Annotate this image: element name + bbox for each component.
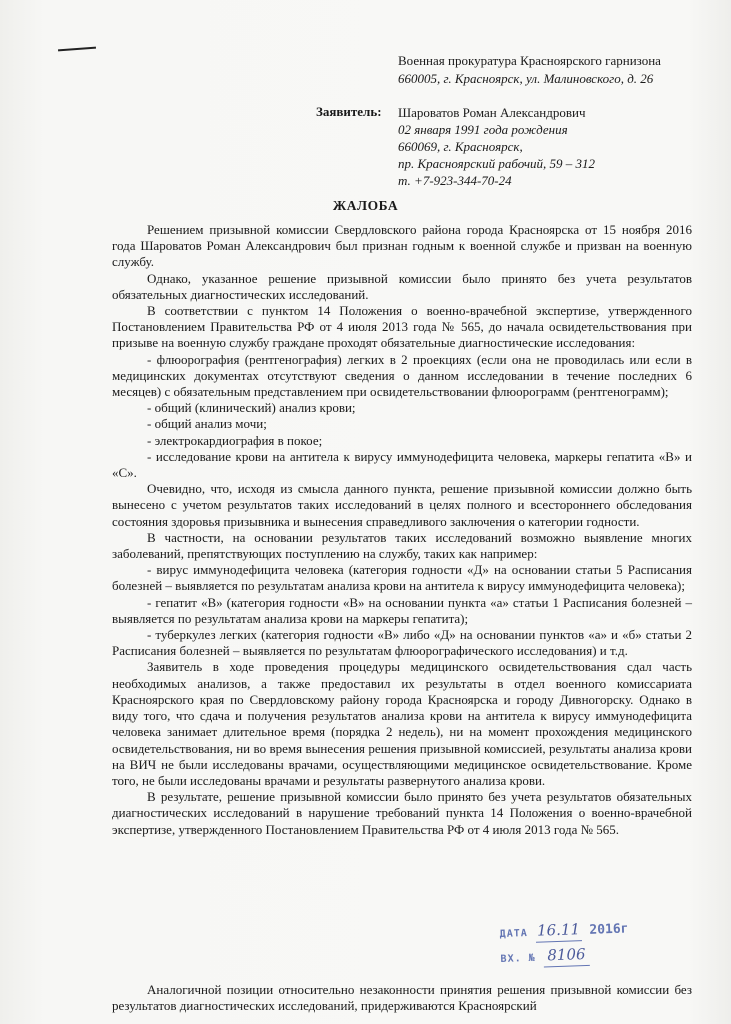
paragraph: В результате, решение призывной комиссии было принято без учета результатов обязательных диагностических исследований в нарушение требований пункта 14 Положения о военно-врачебной экспертизе, утвержденного Постановлением Правительства РФ от 4 июля 2013 года № 565. (112, 789, 692, 837)
registration-stamp (499, 915, 671, 967)
list-item: - гепатит «В» (категория годности «В» на основании пункта «а» статьи 1 Расписания болезней – выявляется по результатам анализа крови на маркеры гепатита); (112, 594, 692, 626)
paragraph: Аналогичной позиции относительно незаконности принятия решения призывной комиссии без результатов диагностических исследований, придерживаются Красноярский (112, 982, 692, 1014)
stamp-number-label: ВХ. № (500, 952, 536, 965)
list-item: - электрокардиография в покое; (147, 432, 323, 448)
list-item: - флюорография (рентгенография) легких в 2 проекциях (если она не проводилась или если в медицинских документах отсутствуют сведения о данном исследовании в течение последних 6 месяцев) с обязательным представлением при освидетельствовании флюорограмм (рентгенограмм); (112, 351, 692, 400)
applicant-name: Шароватов Роман Александрович (398, 105, 586, 120)
document-title: ЖАЛОБА (332, 198, 399, 213)
applicant-birth: 02 января 1991 года рождения (398, 122, 568, 137)
complaint-body-continued (112, 982, 692, 1014)
paragraph: В соответствии с пунктом 14 Положения о военно-врачебной экспертизе, утвержденного Постановлением Правительства РФ от 4 июля 2013 года № 565, до начала освидетельствования при призыве на военную службу граждане проходят обязательные диагностические исследования: (112, 303, 692, 351)
addressee-block (398, 52, 718, 88)
applicant-label: Заявитель: (316, 104, 382, 119)
complaint-body (112, 222, 692, 838)
paragraph: Однако, указанное решение призывной комиссии было принято без учета результатов обязательных диагностических исследований. (112, 270, 692, 302)
addressee-org: Военная прокуратура Красноярского гарнизона (398, 53, 661, 68)
list-item: - общий анализ мочи; (147, 416, 267, 432)
paragraph: Очевидно, что, исходя из смысла данного пункта, решение призывной комиссии должно быть вынесено с учетом результатов таких исследований в целях полного и всестороннего обследования состояния здоровья призывника и вынесения справедливого заключения о категории годности. (112, 481, 692, 529)
list-item: - туберкулез легких (категория годности «В» либо «Д» на основании пунктов «а» и «б» статьи 2 Расписания болезней – выявляется по результатам флюорографического исследования) и т.д. (112, 627, 692, 659)
paragraph: Решением призывной комиссии Свердловского района города Красноярска от 15 ноября 2016 года Шароватов Роман Александрович был признан годным к военной службе и призван на военную службу. (112, 222, 692, 270)
stamp-date-label: ДАТА (499, 927, 528, 940)
applicant-street: пр. Красноярский рабочий, 59 – 312 (398, 156, 596, 171)
stamp-date-value: 16.11 (535, 918, 582, 943)
stamp-number-value: 8106 (543, 943, 590, 968)
paragraph: В частности, на основании результатов таких исследований возможно выявление многих заболеваний, препятствующих поступлению на службу, таких как например: (112, 529, 692, 562)
list-item: - исследование крови на антитела к вирусу иммунодефицита человека, маркеры гепатита «В» и «С». (112, 448, 692, 481)
addressee-address: 660005, г. Красноярск, ул. Малиновского, д. 26 (398, 71, 654, 86)
list-item: - общий (клинический) анализ крови; (147, 400, 356, 416)
applicant-zip-city: 660069, г. Красноярск, (398, 139, 523, 154)
applicant-block (398, 104, 718, 189)
stamp-year: 2016г (589, 921, 629, 938)
applicant-phone: т. +7-923-344-70-24 (398, 173, 512, 188)
pen-mark (58, 47, 96, 52)
paragraph: Заявитель в ходе проведения процедуры медицинского освидетельствования сдал часть необходимых анализов, а также предоставил их результаты в отдел военного комиссариата Красноярского края по Свердловскому району города Красноярска и городу Дивногорску. Однако в виду того, что сдача и получения результатов анализа крови на антитела к вирусу иммунодефицита человека занимает длительное время (порядка 2 недель), ни на момент прохождения медицинского освидетельствования, ни во время вынесения решения призывной комиссией, результаты анализа крови на ВИЧ не были исследованы врачами, осуществляющими медицинское освидетельствование. Кроме того, не были исследованы врачами и результаты развернутого анализа крови. (112, 659, 692, 788)
list-item: - вирус иммунодефицита человека (категория годности «Д» на основании статьи 5 Расписания болезней – выявляется по результатам анализа крови на антитела к вирусу иммунодефицита человека); (112, 562, 692, 594)
